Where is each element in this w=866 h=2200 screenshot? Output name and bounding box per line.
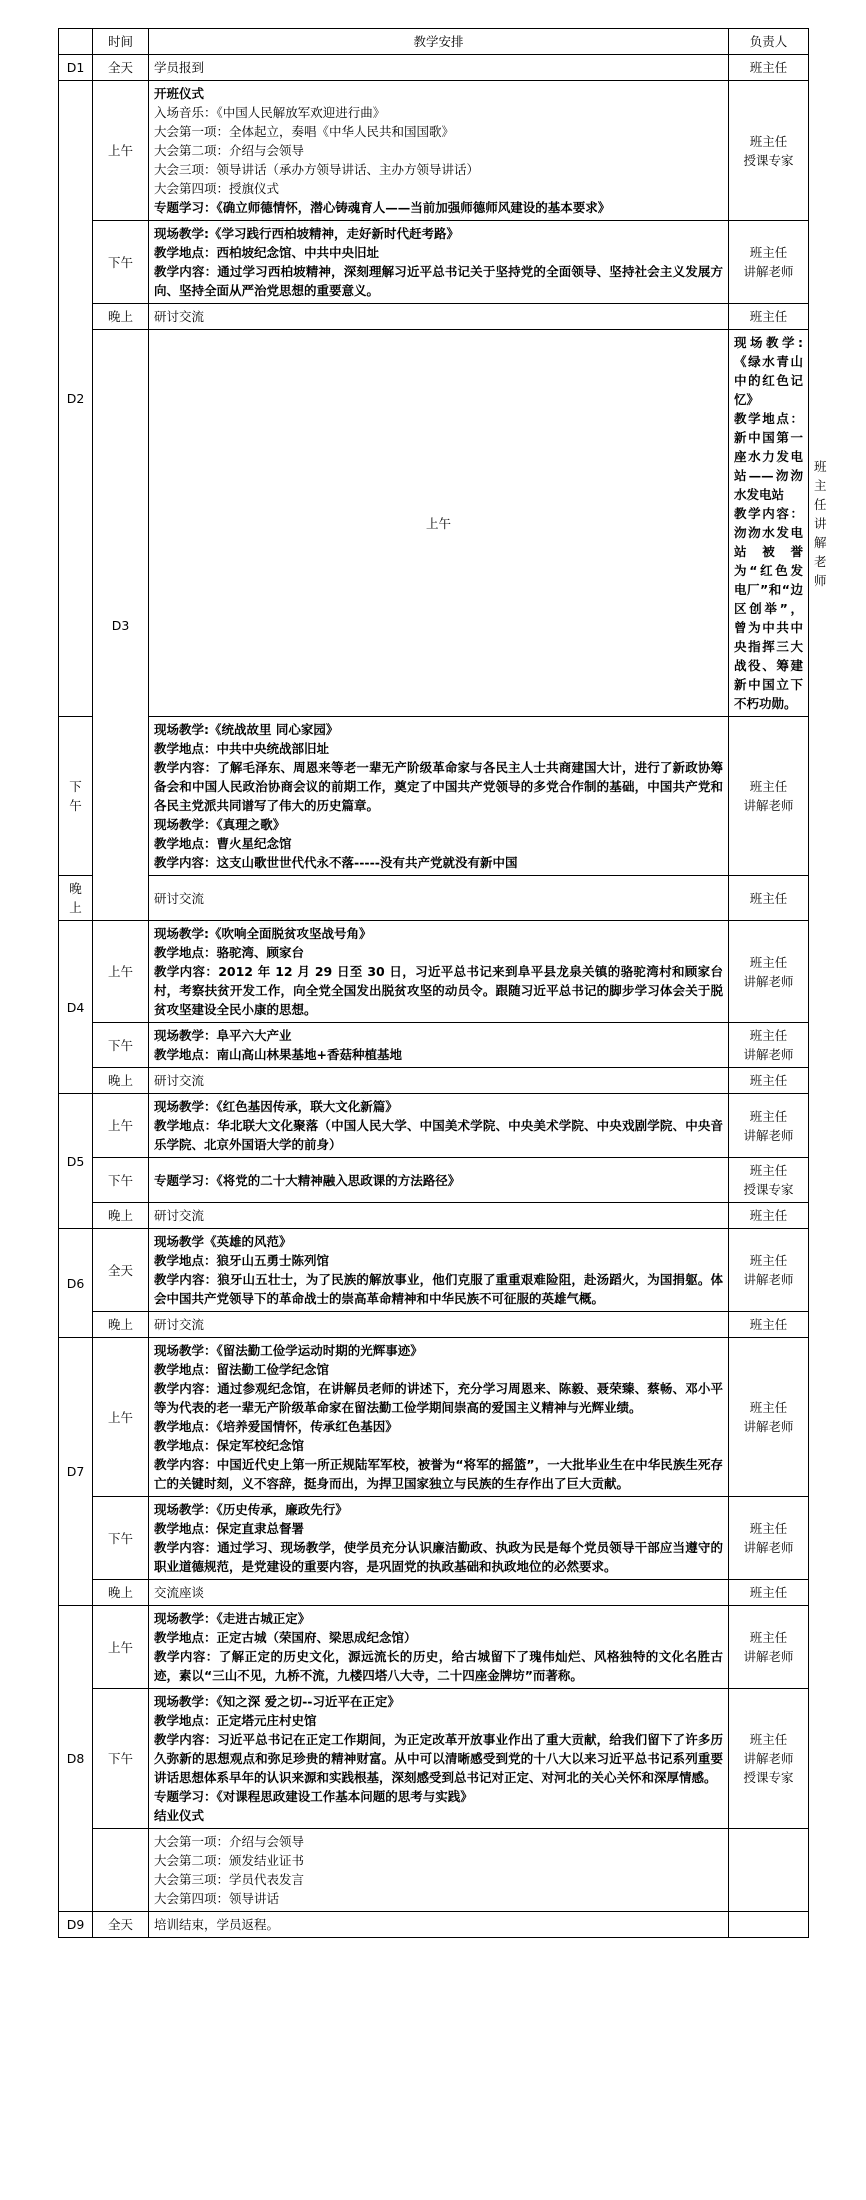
table-row xyxy=(59,1912,809,1938)
content-cell xyxy=(149,1829,729,1912)
content-line: 现场教学：《历史传承，廉政先行》 xyxy=(154,1502,348,1517)
table-row xyxy=(59,1497,809,1580)
owner-cell: 班主任 xyxy=(729,304,809,330)
table-row: D3 上午 现场教学:《绿水青山中的红色记忆》 教学地点：新中国第一座水力发电站——沕沕水发电站 教学内容：沕沕水发电站被誉为“红色发电厂”和“边区创举”，曾为中共中央指挥三大战役、筹建新中国立下不朽功勋。 班主任 讲解老师 xyxy=(59,330,809,717)
content-line: 教学内容：了解毛泽东、周恩来等老一辈无产阶级革命家与各民主人士共商建国大计，进行了新政协筹备会和中国人民政治协商会议的前期工作，奠定了中国共产党领导的多党合作制的基础，中国共产党和各民主党派共同谱写了伟大的历史篇章。 xyxy=(154,760,723,813)
content-line: 教学内容：中国近代史上第一所正规陆军军校，被誉为“将军的摇篮”，一大批毕业生在中华民族生死存亡的关键时刻，义不容辞，挺身而出，为捍卫国家独立与民族的生存作出了巨大贡献。 xyxy=(154,1457,723,1491)
content-line: 教学地点：狼牙山五勇士陈列馆 xyxy=(154,1253,330,1268)
content-cell xyxy=(149,1023,729,1068)
content-line: 交流座谈 xyxy=(154,1585,205,1600)
table-row xyxy=(59,1023,809,1068)
table-row xyxy=(59,876,809,921)
content-line: 教学地点：保定军校纪念馆 xyxy=(154,1438,305,1453)
content-line: 现场教学：《留法勤工俭学运动时期的光辉事迹》 xyxy=(154,1343,423,1358)
content-line: 开班仪式 xyxy=(154,86,205,101)
time-cell: 下午 xyxy=(93,221,149,304)
owner-cell: 班主任 讲解老师 xyxy=(729,1338,809,1497)
content-line: 教学地点：骆驼湾、顾家台 xyxy=(154,945,305,960)
content-cell xyxy=(149,1497,729,1580)
content-line: 专题学习：《将党的二十大精神融入思政课的方法路径》 xyxy=(154,1172,461,1188)
content-line: 现场教学：阜平六大产业 xyxy=(154,1028,292,1043)
table-row xyxy=(59,55,809,81)
content-line: 入场音乐：《中国人民解放军欢迎进行曲》 xyxy=(154,105,386,120)
content-cell xyxy=(149,1689,729,1829)
content-cell xyxy=(149,921,729,1023)
table-row xyxy=(59,221,809,304)
time-cell: 下午 xyxy=(93,1023,149,1068)
owner-cell: 班主任 授课专家 xyxy=(729,1158,809,1203)
content-line: 研讨交流 xyxy=(154,1317,205,1332)
content-line: 专题学习：《确立师德情怀，潜心铸魂育人——当前加强师德师风建设的基本要求》 xyxy=(154,200,611,215)
content-cell xyxy=(149,304,729,330)
time-cell: 晚上 xyxy=(93,1312,149,1338)
owner-cell: 班主任 xyxy=(729,1203,809,1229)
content-cell xyxy=(149,1912,729,1938)
owner-cell: 班主任 讲解老师 xyxy=(729,221,809,304)
content-cell xyxy=(149,876,729,921)
content-line: 大会第四项：领导讲话 xyxy=(154,1891,280,1906)
content-line: 教学地点：曹火星纪念馆 xyxy=(154,836,292,851)
content-cell xyxy=(149,1606,729,1689)
content-line: 现场教学:《绿水青山中的红色记忆》 xyxy=(734,335,803,407)
table-row xyxy=(59,1312,809,1338)
content-cell xyxy=(149,55,729,81)
table-row xyxy=(59,81,809,221)
owner-cell xyxy=(729,1912,809,1938)
content-line: 现场教学：《真理之歌》 xyxy=(154,817,286,832)
owner-cell: 班主任 讲解老师 xyxy=(729,921,809,1023)
content-line: 教学内容：沕沕水发电站被誉为“红色发电厂”和“边区创举”，曾为中共中央指挥三大战役、筹建新中国立下不朽功勋。 xyxy=(734,506,803,711)
time-cell: 上午 xyxy=(93,921,149,1023)
content-line: 教学地点：西柏坡纪念馆、中共中央旧址 xyxy=(154,245,380,260)
time-cell: 下午 xyxy=(93,1689,149,1829)
table-row xyxy=(59,717,809,876)
content-cell xyxy=(149,717,729,876)
content-line: 教学地点：正定塔元庄村史馆 xyxy=(154,1713,317,1728)
content-line: 现场教学:《学习践行西柏坡精神，走好新时代赶考路》 xyxy=(154,226,459,241)
owner-cell: 班主任 授课专家 xyxy=(729,81,809,221)
owner-cell: 班主任 讲解老师 xyxy=(729,1497,809,1580)
content-line: 培训结束，学员返程。 xyxy=(154,1917,280,1932)
content-cell xyxy=(149,1203,729,1229)
day-cell: D6 xyxy=(59,1229,93,1338)
owner-cell: 班主任 讲解老师 xyxy=(729,1094,809,1158)
content-line: 研讨交流 xyxy=(154,1073,205,1088)
training-schedule-table xyxy=(58,28,827,1938)
content-line: 教学内容：了解正定的历史文化，源远流长的历史，给古城留下了瑰伟灿烂、风格独特的文化名胜古迹，素以“三山不见，九桥不流，九楼四塔八大寺，二十四座金牌坊”而著称。 xyxy=(154,1649,723,1683)
time-cell: 上午 xyxy=(93,1338,149,1497)
content-line: 大会第一项：介绍与会领导 xyxy=(154,1834,305,1849)
content-cell xyxy=(149,1312,729,1338)
content-line: 教学内容：通过学习西柏坡精神，深刻理解习近平总书记关于坚持党的全面领导、坚持社会主义发展方向、坚持全面从严治党思想的重要意义。 xyxy=(154,264,723,298)
table-row xyxy=(59,1689,809,1829)
time-cell: 晚上 xyxy=(93,1203,149,1229)
content-cell xyxy=(149,221,729,304)
day-cell: D9 xyxy=(59,1912,93,1938)
time-cell: 全天 xyxy=(93,1229,149,1312)
day-cell: D4 xyxy=(59,921,93,1094)
content-line: 研讨交流 xyxy=(154,890,205,906)
content-line: 教学地点：新中国第一座水力发电站——沕沕水发电站 xyxy=(734,411,803,502)
time-cell: 下午 xyxy=(59,717,93,876)
content-line: 现场教学：《知之深 爱之切--习近平在正定》 xyxy=(154,1694,400,1709)
content-line: 大会三项：领导讲话（承办方领导讲话、主办方领导讲话） xyxy=(154,162,480,177)
owner-cell xyxy=(729,1829,809,1912)
content-line: 现场教学《英雄的风范》 xyxy=(154,1234,292,1249)
table-row xyxy=(59,1203,809,1229)
content-line: 大会第二项：颁发结业证书 xyxy=(154,1853,305,1868)
content-line: 大会第四项：授旗仪式 xyxy=(154,181,280,196)
content-line: 教学地点：中共中央统战部旧址 xyxy=(154,741,330,756)
table-row xyxy=(59,1229,809,1312)
time-cell: 上午 xyxy=(93,1094,149,1158)
content-line: 现场教学：《红色基因传承，联大文化新篇》 xyxy=(154,1099,398,1114)
time-cell: 上午 xyxy=(93,81,149,221)
owner-cell: 班主任 讲解老师 授课专家 xyxy=(729,1689,809,1829)
content-cell xyxy=(149,1229,729,1312)
time-cell: 全天 xyxy=(93,55,149,81)
day-cell: D8 xyxy=(59,1606,93,1912)
content-line: 教学内容：这支山歌世世代代永不落-----没有共产党就没有新中国 xyxy=(154,855,518,870)
content-line: 大会第三项：学员代表发言 xyxy=(154,1872,305,1887)
time-cell: 下午 xyxy=(93,1497,149,1580)
table-row xyxy=(59,1338,809,1497)
header-content: 教学安排 xyxy=(149,29,729,55)
time-cell: 晚上 xyxy=(93,1580,149,1606)
content-line: 教学内容：通过学习、现场教学，使学员充分认识廉洁勤政、执政为民是每个党员领导干部应当遵守的职业道德规范，是党建设的重要内容，是巩固党的执政基础和执政地位的必然要求。 xyxy=(154,1540,723,1574)
content-line: 教学内容：通过参观纪念馆，在讲解员老师的讲述下，充分学习周恩来、陈毅、聂荣臻、蔡畅、邓小平等为代表的老一辈无产阶级革命家在留法勤工俭学期间崇高的爱国主义精神与光辉业绩。 xyxy=(154,1381,723,1415)
table-row xyxy=(59,304,809,330)
content-cell xyxy=(149,1338,729,1497)
time-cell: 上午 xyxy=(149,330,729,717)
time-cell: 晚上 xyxy=(59,876,93,921)
day-cell: D5 xyxy=(59,1094,93,1229)
time-cell: 下午 xyxy=(93,1158,149,1203)
owner-cell: 班主任 xyxy=(729,1312,809,1338)
content-line: 现场教学：《走进古城正定》 xyxy=(154,1611,311,1626)
day-cell: D3 xyxy=(93,330,149,921)
time-cell xyxy=(93,1829,149,1912)
content-cell xyxy=(149,1158,729,1203)
owner-cell: 班主任 xyxy=(729,876,809,921)
header-time: 时间 xyxy=(93,29,149,55)
header-owner: 负责人 xyxy=(729,29,809,55)
header-day xyxy=(59,29,93,55)
content-line: 学员报到 xyxy=(154,60,205,75)
owner-cell: 班主任 xyxy=(729,55,809,81)
content-line: 教学内容：习近平总书记在正定工作期间，为正定改革开放事业作出了重大贡献，给我们留下了许多历久弥新的思想观点和弥足珍贵的精神财富。从中可以清晰感受到党的十八大以来习近平总书记系列重要讲话思想体系早年的认识来源和实践根基，深刻感受到总书记对正定、对河北的关心关怀和深厚情感。 xyxy=(154,1732,723,1785)
table-row xyxy=(59,1580,809,1606)
content-line: 研讨交流 xyxy=(154,309,205,324)
time-cell: 全天 xyxy=(93,1912,149,1938)
content-cell xyxy=(729,330,809,717)
owner-cell: 班主任 讲解老师 xyxy=(729,1606,809,1689)
content-line: 教学地点：南山高山林果基地+香菇种植基地 xyxy=(154,1047,402,1062)
content-cell xyxy=(149,1094,729,1158)
content-line: 大会第二项：介绍与会领导 xyxy=(154,143,305,158)
time-cell: 晚上 xyxy=(93,304,149,330)
table-row xyxy=(59,1068,809,1094)
owner-cell: 班主任 讲解老师 xyxy=(729,717,809,876)
content-cell xyxy=(149,1580,729,1606)
day-cell: D1 xyxy=(59,55,93,81)
content-line: 教学地点：正定古城（荣国府、梁思成纪念馆） xyxy=(154,1630,417,1645)
content-line: 大会第一项：全体起立，奏唱《中华人民共和国国歌》 xyxy=(154,124,455,139)
owner-cell: 班主任 讲解老师 xyxy=(729,1023,809,1068)
table-row xyxy=(59,1829,809,1912)
content-cell xyxy=(149,1068,729,1094)
content-line: 教学地点：保定直隶总督署 xyxy=(154,1521,305,1536)
content-line: 现场教学:《吹响全面脱贫攻坚战号角》 xyxy=(154,926,372,941)
day-cell: D2 xyxy=(59,81,93,717)
table-header-row xyxy=(59,29,809,55)
content-line: 专题学习：《对课程思政建设工作基本问题的思考与实践》 xyxy=(154,1789,473,1804)
content-line: 教学内容：2012 年 12 月 29 日至 30 日，习近平总书记来到阜平县龙泉关镇的骆驼湾村和顾家台村，考察扶贫开发工作，向全党全国发出脱贫攻坚的动员令。跟随习近平总书记的脚步学习体会关于脱贫攻坚建设全民小康的思想。 xyxy=(154,964,723,1017)
owner-cell: 班主任 xyxy=(729,1580,809,1606)
content-line: 研讨交流 xyxy=(154,1208,205,1223)
owner-cell: 班主任 xyxy=(729,1068,809,1094)
table-row xyxy=(59,921,809,1023)
time-cell: 晚上 xyxy=(93,1068,149,1094)
content-line: 教学地点：留法勤工俭学纪念馆 xyxy=(154,1362,330,1377)
content-line: 现场教学:《统战故里 同心家园》 xyxy=(154,722,339,737)
table-row xyxy=(59,1094,809,1158)
content-line: 教学地点：华北联大文化聚落（中国人民大学、中国美术学院、中央美术学院、中央戏剧学院、中央音乐学院、北京外国语大学的前身） xyxy=(154,1118,723,1152)
content-cell xyxy=(149,81,729,221)
content-line: 教学地点：《培养爱国情怀，传承红色基因》 xyxy=(154,1419,398,1434)
table-row xyxy=(59,1158,809,1203)
owner-cell: 班主任 讲解老师 xyxy=(729,1229,809,1312)
time-cell: 上午 xyxy=(93,1606,149,1689)
content-line: 教学内容：狼牙山五壮士，为了民族的解放事业，他们克服了重重艰难险阻，赴汤蹈火，为国捐躯。体会中国共产党领导下的革命战士的崇高革命精神和中华民族不可征服的英雄气概。 xyxy=(154,1272,723,1306)
day-cell: D7 xyxy=(59,1338,93,1606)
content-line: 结业仪式 xyxy=(154,1808,205,1823)
table-row xyxy=(59,1606,809,1689)
